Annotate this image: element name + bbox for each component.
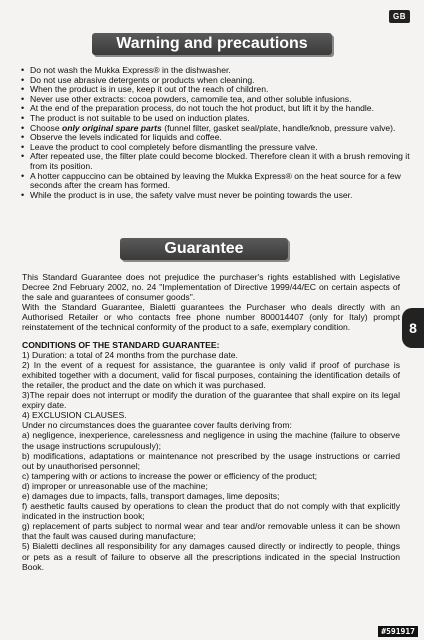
list-item: • Do not use abrasive detergents or products when cleaning.	[30, 76, 418, 86]
condition-item: 4) EXCLUSION CLAUSES.	[22, 410, 127, 421]
condition-item: e) damages due to impacts, falls, transport damages, lime deposits;	[22, 490, 280, 501]
spare-parts-prefix: Choose	[30, 122, 63, 133]
conditions-heading: CONDITIONS OF THE STANDARD GUARANTEE:	[22, 339, 220, 350]
list-item: • Observe the levels indicated for liquids and coffee.	[30, 133, 418, 143]
list-item: • Do not wash the Mukka Express® in the dishwasher.	[30, 66, 418, 76]
condition-item: 3)The repair does not interrupt or modify the duration of the guarantee that shall expire on its legal expiry date.	[22, 390, 400, 411]
condition-item: 5) Bialetti declines all responsibility for any damages caused directly or indirectly to people, things or pets as a result of failure to observe all the prescriptions indicated in the special Instruction Book.	[22, 541, 400, 572]
condition-item: 1) Duration: a total of 24 months from the purchase date.	[22, 349, 238, 360]
language-badge: GB	[389, 10, 410, 23]
list-item: • Leave the product to cool completely before dismantling the pressure valve.	[30, 143, 418, 153]
guarantee-intro-paragraph: With the Standard Guarantee, Bialetti guarantees the Purchaser who deals directly with an Authorised Retailer or who contacts free phone number 800014407 (only for Italy) prompt reinstatement of the technical conformity of the product to a safe, exemplary condition.	[22, 302, 400, 333]
warnings-list	[20, 66, 418, 200]
page-code-label: #591917	[378, 626, 418, 637]
list-item: • While the product is in use, the safety valve must never be pointing towards the user.	[30, 191, 418, 201]
condition-item: 2) In the event of a request for assistance, the guarantee is only valid if proof of purchase is exhibited together with a document, valid for fiscal purposes, containing the identification details of the retailer, the product and the date on which it was purchased.	[22, 359, 400, 390]
condition-item: Under no circumstances does the guarantee cover faults deriving from:	[22, 420, 292, 431]
warnings-heading: Warning and precautions	[92, 33, 332, 55]
condition-item: c) tampering with or actions to increase the power or efficiency of the product;	[22, 470, 318, 481]
guarantee-intro-paragraph: This Standard Guarantee does not prejudice the purchaser's rights established with Legislative Decree 2nd February 2002, no. 24 "Implementation of Directive 1999/44/EC on certain aspects of the sale and guarantees of consumer goods".	[22, 272, 400, 303]
condition-item: g) replacement of parts subject to normal wear and tear and/or removable unless it can be shown that the fault was caused during manufacture;	[22, 521, 400, 542]
guarantee-heading: Guarantee	[120, 238, 288, 260]
condition-item: f) aesthetic faults caused by operations to clean the product that do not comply with that explicitly indicated in the instruction book;	[22, 501, 400, 522]
condition-item: b) modifications, adaptations or maintenance not prescribed by the usage instructions or carried out by unauthorised personnel;	[22, 450, 400, 471]
guarantee-body	[22, 272, 400, 572]
list-item: • A hotter cappuccino can be obtained by leaving the Mukka Express® on the heat source for a few seconds after the cream has formed.	[30, 172, 418, 191]
section-number-tab: 8	[402, 308, 424, 348]
list-item: • At the end of the preparation process, do not touch the hot product, but lift it by the handle.	[30, 104, 418, 114]
spare-parts-suffix: (funnel filter, gasket seal/plate, handle/knob, pressure valve).	[161, 122, 396, 133]
condition-item: a) negligence, inexperience, carelessness and negligence in using the machine (failure to observe the usage instructions scrupulously);	[22, 430, 400, 451]
list-item: • Never use other extracts: cocoa powders, camomile tea, and other soluble infusions.	[30, 95, 418, 105]
list-item: • The product is not suitable to be used on induction plates.	[30, 114, 418, 124]
condition-item: d) improper or unreasonable use of the machine;	[22, 480, 208, 491]
spare-parts-emphasis: only original spare parts	[62, 122, 162, 133]
list-item: • After repeated use, the filter plate could become blocked. Therefore clean it with a brush removing it from its position.	[30, 152, 418, 171]
list-item: • When the product is in use, keep it out of the reach of children.	[30, 85, 418, 95]
